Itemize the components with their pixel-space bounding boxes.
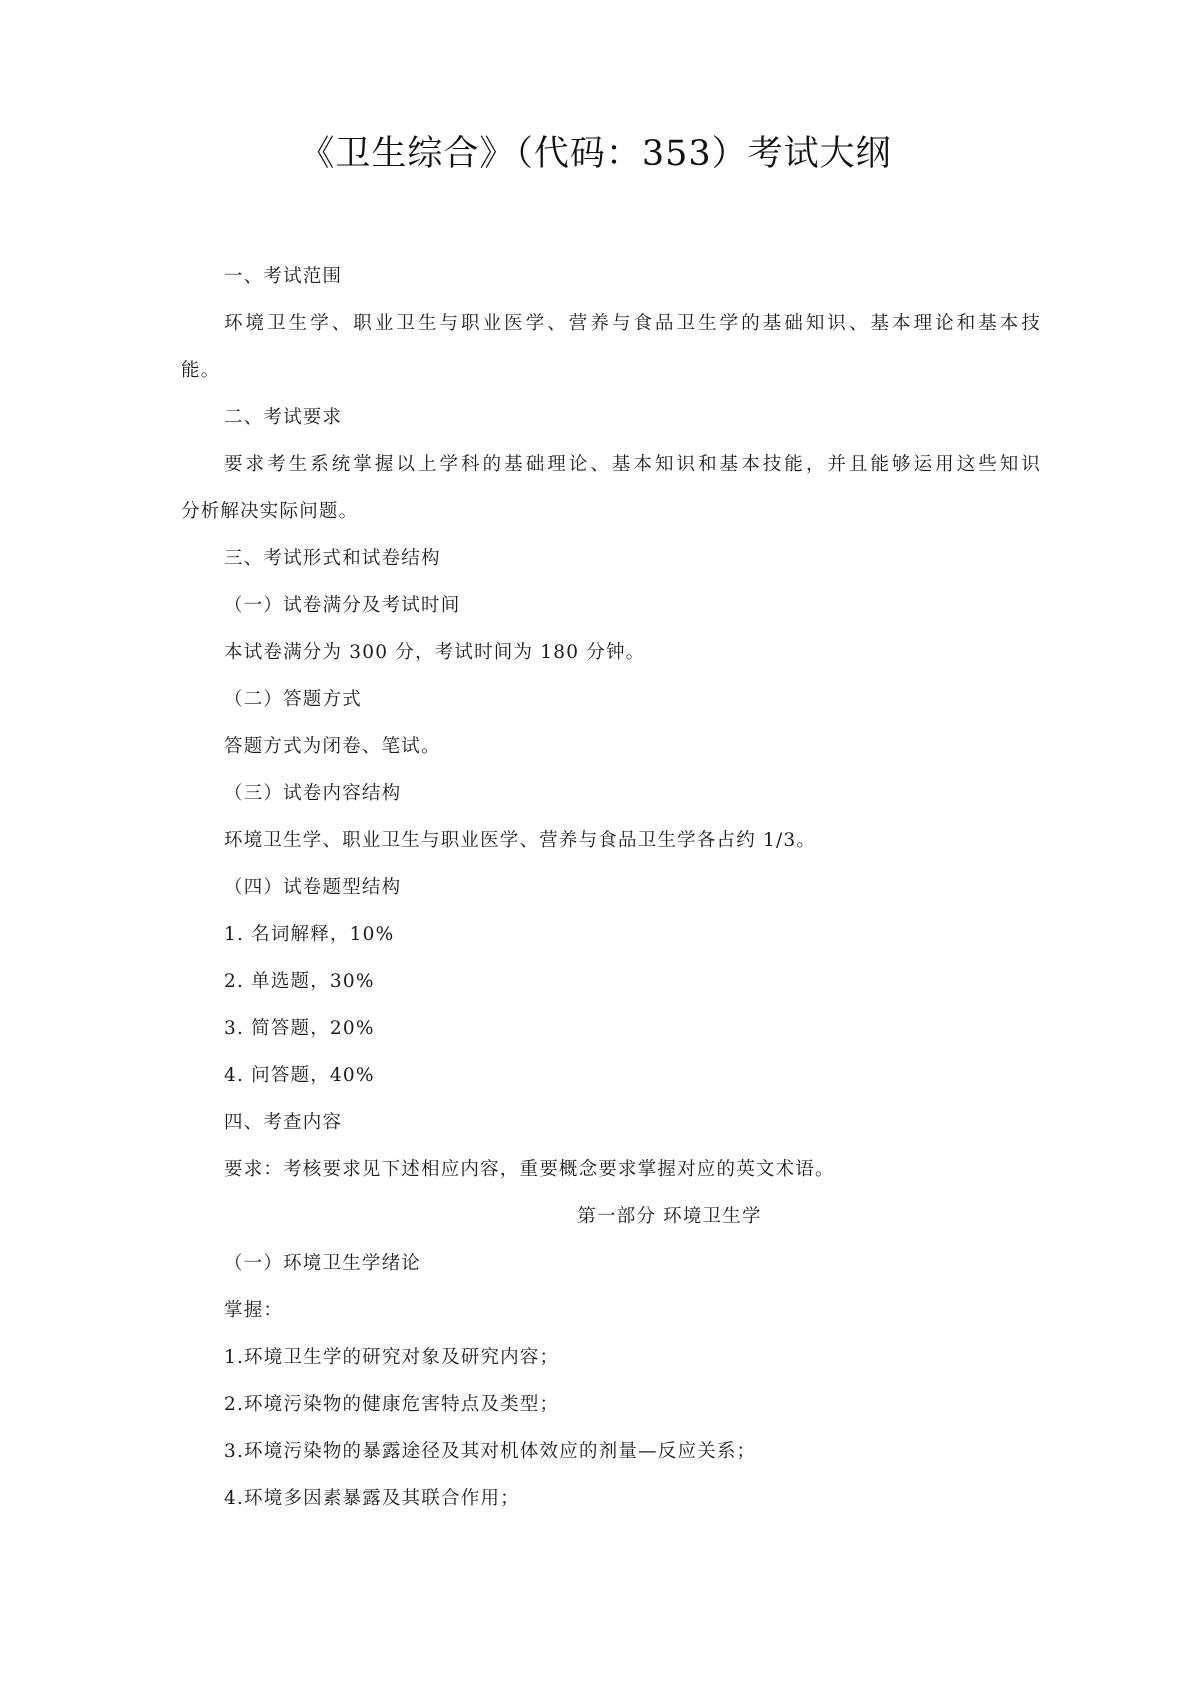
part1-sub1-heading: （一）环境卫生学绪论 (224, 1253, 422, 1274)
requirement-text-line2: 分析解决实际问题。 (181, 501, 359, 522)
question-type-item: 3. 简答题，20% (224, 1018, 375, 1039)
master-list-item: 2.环境污染物的健康危害特点及类型； (224, 1394, 560, 1415)
master-list-item: 1.环境卫生学的研究对象及研究内容； (224, 1347, 560, 1368)
content-requirement-text: 要求：考核要求见下述相应内容，重要概念要求掌握对应的英文术语。 (224, 1159, 835, 1180)
question-type-item: 1. 名词解释，10% (224, 924, 395, 945)
master-label: 掌握： (224, 1300, 284, 1321)
scope-text-line2: 能。 (181, 360, 221, 381)
scope-text-line1: 环境卫生学、职业卫生与职业医学、营养与食品卫生学的基础知识、基本理论和基本技 (224, 313, 1043, 334)
format-heading: 三、考试形式和试卷结构 (224, 548, 441, 569)
format-sub3-text: 环境卫生学、职业卫生与职业医学、营养与食品卫生学各占约 1/3。 (224, 830, 817, 851)
format-sub4-heading: （四）试卷题型结构 (224, 877, 402, 898)
format-sub1-heading: （一）试卷满分及考试时间 (224, 595, 461, 616)
scope-heading: 一、考试范围 (224, 266, 343, 287)
requirement-text-line1: 要求考生系统掌握以上学科的基础理论、基本知识和基本技能，并且能够运用这些知识 (224, 454, 1043, 475)
question-type-item: 4. 问答题，40% (224, 1065, 375, 1086)
requirement-heading: 二、考试要求 (224, 407, 343, 428)
part1-title: 第一部分 环境卫生学 (577, 1206, 762, 1227)
format-sub2-text: 答题方式为闭卷、笔试。 (224, 736, 441, 757)
master-list-item: 4.环境多因素暴露及其联合作用； (224, 1488, 520, 1509)
question-type-item: 2. 单选题，30% (224, 971, 375, 992)
format-sub2-heading: （二）答题方式 (224, 689, 362, 710)
content-heading: 四、考查内容 (224, 1112, 343, 1133)
format-sub1-text: 本试卷满分为 300 分，考试时间为 180 分钟。 (224, 642, 646, 663)
document-title: 《卫生综合》（代码：353）考试大纲 (299, 134, 892, 174)
format-sub3-heading: （三）试卷内容结构 (224, 783, 402, 804)
master-list-item: 3.环境污染物的暴露途径及其对机体效应的剂量—反应关系； (224, 1441, 757, 1462)
